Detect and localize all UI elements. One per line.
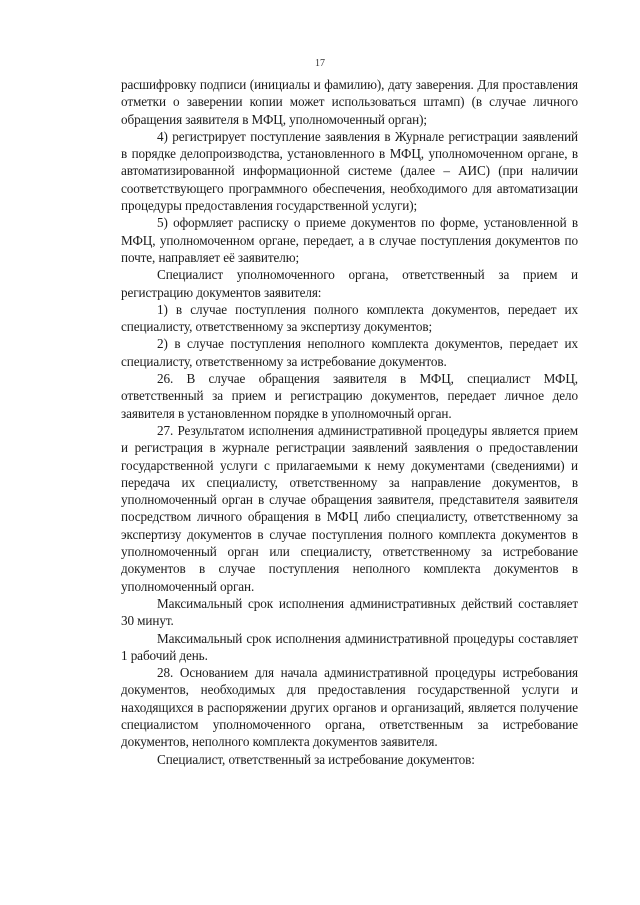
paragraph-specialist-intro: Специалист уполномоченного органа, ответственный за прием и регистрацию документов заявителя: — [121, 267, 578, 300]
page-number: 17 — [315, 58, 325, 69]
paragraph-subitem-1: 1) в случае поступления полного комплекта документов, передает их специалисту, ответственному за экспертизу документов; — [121, 301, 578, 335]
paragraph-subitem-2: 2) в случае поступления неполного комплекта документов, передает их специалисту, ответственному за истребование документов. — [121, 336, 578, 369]
document-body — [121, 76, 578, 768]
paragraph-item-4: 4) регистрирует поступление заявления в Журнале регистрации заявлений в порядке делопроизводства, установленного в МФЦ, уполномоченном органе, в автоматизированной информационной системе (далее – АИС) (при наличии соответствующего программного обеспечения, необходимого для автоматизации процедуры предоставления государственной услуги); — [121, 128, 578, 214]
paragraph-section-28: 28. Основанием для начала административной процедуры истребования документов, необходимых для предоставления государственной услуги и находящихся в распоряжении других органов и организаций, является получение специалистом уполномоченного органа, ответственным за истребование документов, неполного комплекта документов заявителя. — [121, 665, 578, 750]
paragraph-max-time-procedure: Максимальный срок исполнения административной процедуры составляет 1 рабочий день. — [121, 630, 578, 663]
paragraph-max-time-actions: Максимальный срок исполнения административных действий составляет 30 минут. — [121, 595, 578, 629]
paragraph-section-27: 27. Результатом исполнения административной процедуры является прием и регистрация в журнале регистрации заявлений заявления о предоставлении государственной услуги с прилагаемыми к нему документами (сведениями) и передача их специалисту, ответственному за направление документов, в уполномоченный орган в случае обращения заявителя, представителя заявителя посредством личного обращения в МФЦ либо специалисту, ответственному за экспертизу документов в случае поступления полного комплекта документов в уполномоченный орган или специалисту, ответственному за истребование документов в случае поступления неполного комплекта документов в уполномоченный орган. — [121, 422, 578, 594]
paragraph-item-5: 5) оформляет расписку о приеме документов по форме, установленной в МФЦ, уполномоченном органе, передает, а в случае поступления документов по почте, направляет её заявителю; — [121, 215, 578, 265]
paragraph-specialist-request: Специалист, ответственный за истребование документов: — [157, 751, 475, 767]
paragraph-section-26: 26. В случае обращения заявителя в МФЦ, специалист МФЦ, ответственный за прием и регистрацию документов, передает личное дело заявителя в установленном порядке в уполномочный орган. — [121, 371, 578, 421]
paragraph-continuation: расшифровку подписи (инициалы и фамилию), дату заверения. Для проставления отметки о заверении копии может использоваться штамп) (в случае личного обращения заявителя в МФЦ, уполномоченный орган); — [121, 77, 578, 127]
